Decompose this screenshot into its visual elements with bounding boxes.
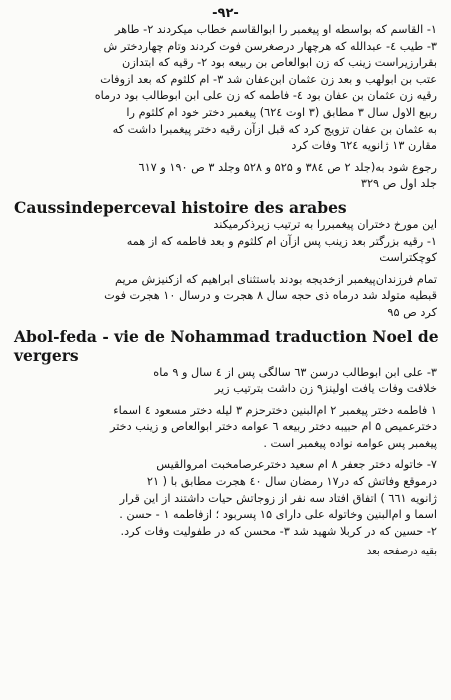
text-line: پیغمبر پس عوامه نواده پیغمبر است . <box>263 436 437 450</box>
reference-paragraph <box>14 160 437 193</box>
text-line: درموقع وفاتش که در۱۷ رمضان سال ٤۰ هجرت مطابق با ( ۲۱ <box>146 475 437 489</box>
text-line: قبطیه متولد شد درماه ذی حجه سال ۸ هجرت و درسال ۱۰ هجرت فوت <box>104 289 437 303</box>
text-line: عتب بن ابولهب و بعد زن عثمان ابن‌عفان شد ۳- ام کلثوم که بعد ازوفات <box>100 72 437 86</box>
text-line: ربیع الاول سال ۳ مطابق (۳ اوت ٦۲٤) پیغمبر دختر خود ام کلثوم را <box>126 105 437 119</box>
paragraph-children-list <box>14 22 437 155</box>
paragraph-daughters-order <box>14 217 437 267</box>
text-line: ۱- القاسم که بواسطه او پیغمبر را ابوالقاسم خطاب میکردند ۲- طاهر <box>114 23 437 36</box>
source-heading: Caussindeperceval histoire des arabes <box>14 197 347 217</box>
text-line: کرد ص ۹۵ <box>387 305 437 319</box>
page-number: -۹۲- <box>212 6 239 21</box>
text-line: خلافت وفات یافت اولینز۹ زن داشت بترتیب زیر <box>214 382 437 396</box>
text-line: ۱- رقیه بزرگتر بعد زینب پس ازآن ام کلثوم و بعد فاطمه که از همه <box>126 234 437 248</box>
text-line: بقرارزیراست زینب که زن ابوالعاص بن ربیعه بود ۲- رقیه که ابتدازن <box>122 56 437 70</box>
text-line: این مورخ دختران پیغمبررا به ترتیب زیرذکرمیکند <box>213 217 437 231</box>
text-line: کوچکتراست <box>379 251 437 265</box>
text-line: مقارن ۱۳ ژانویه ٦۲٤ وفات کرد <box>291 139 437 153</box>
paragraph-death <box>14 457 437 540</box>
text-line: اسما و ام‌البنین وخاتوله علی دارای ۱۵ پسربود ؛ ازفاطمه ۱ - حسن . <box>119 508 437 522</box>
paragraph-ali <box>14 365 437 398</box>
text-line: رجوع شود به(جلد ۲ ص ۳۸٤ و ۵۲۵ و ۵۲۸ وجلد ۳ ص ۱۹۰ و ٦۱۷ <box>138 160 437 174</box>
paragraph-wives-list <box>14 403 437 453</box>
text-line: ۱ فاطمه دختر پیغمبر ۲ ام‌البنین دخترحزم ۳ لیله دختر مسعود ٤ اسماء <box>113 403 437 417</box>
text-line: ۷- خاتوله دختر جعفر ۸ ام سعید دخترعرصامخبت امروالقیس <box>156 458 437 472</box>
text-line: ژانویه ٦٦۱ ) اتفاق افتاد سه نفر از زوجاتش حیات داشتند از این قرار <box>119 491 437 505</box>
paragraph-ibrahim <box>14 272 437 322</box>
text-line: ۳- علی ابن ابوطالب درسن ٦۳ سالگی پس از ٤ سال و ۹ ماه <box>153 365 437 379</box>
source-heading-continued: vergers <box>14 345 79 365</box>
text-line: دخترعمیص ۵ ام حبیبه دختر ربیعه ٦ عوامه دختر ابوالعاص و زینب دختر <box>110 420 437 434</box>
text-line: تمام فرزندان‌پیغمبر ازخدیجه بودند باستثنای ابراهیم که ازکنیزش مریم <box>115 272 437 286</box>
text-line: ۲- حسین که در کربلا شهید شد ۳- محسن که در طفولیت وفات کرد. <box>120 524 437 538</box>
continued-note: بقیه درصفحه بعد <box>366 546 437 558</box>
source-heading: Abol-feda - vie de Nohammad traduction Noel de <box>14 326 439 346</box>
text-line: ۳- طیب ٤- عبدالله که هرچهار درصغرسن فوت کردند وتام چهاردختر ش <box>103 39 437 53</box>
text-line: جلد اول ص ۳۲۹ <box>360 177 437 191</box>
text-line: رقیه زن عثمان بن عفان بود ٤- فاطمه که زن علی ابن ابوطالب بود درماه <box>94 89 437 103</box>
text-line: به عثمان بن عفان تزویج کرد که قبل ازآن رقیه دختر پیغمبرا داشت که <box>112 122 437 136</box>
